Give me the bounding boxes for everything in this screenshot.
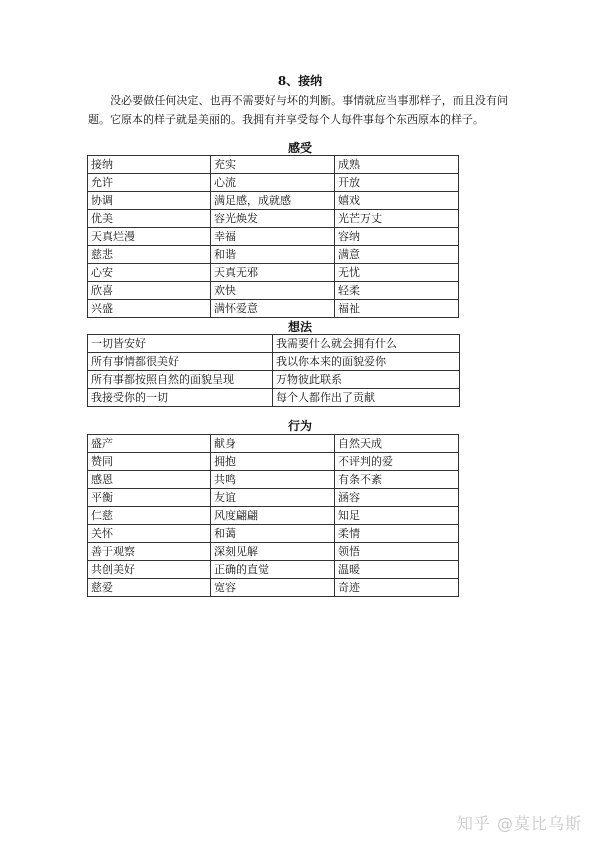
table-row — [88, 300, 459, 318]
table-row — [88, 507, 459, 525]
table-cell: 宽容 — [211, 579, 335, 597]
table-cell: 协调 — [88, 192, 211, 210]
table-row — [88, 353, 460, 371]
table-row — [88, 543, 459, 561]
table-cell: 容纳 — [335, 228, 459, 246]
table-cell: 盛产 — [88, 435, 211, 453]
table-row — [88, 192, 459, 210]
watermark: 知乎 @莫比乌斯 — [456, 814, 582, 833]
table-row — [88, 371, 460, 389]
table-title-thoughts: 想法 — [287, 320, 312, 334]
table-cell: 有条不紊 — [335, 471, 459, 489]
table-row — [88, 453, 459, 471]
table-cell: 满怀爱意 — [211, 300, 335, 318]
table-cell: 和谐 — [211, 246, 335, 264]
table-cell: 满意 — [335, 246, 459, 264]
table-cell: 福祉 — [335, 300, 459, 318]
table-cell: 开放 — [335, 174, 459, 192]
table-cell: 慈爱 — [88, 579, 211, 597]
table-cell: 兴盛 — [88, 300, 211, 318]
table-cell: 欣喜 — [88, 282, 211, 300]
table-cell: 奇迹 — [335, 579, 459, 597]
table-cell: 轻柔 — [335, 282, 459, 300]
table-title-feelings: 感受 — [287, 141, 312, 155]
table-cell: 善于观察 — [88, 543, 211, 561]
section-paragraph: 没必要做任何决定、也再不需要好与坏的判断。事情就应当事那样子，而且没有问题。它原本的样子就是美丽的。我拥有并享受每个人每件事每个东西原本的样子。 — [88, 94, 508, 126]
table-cell: 心安 — [88, 264, 211, 282]
table-cell: 光芒万丈 — [335, 210, 459, 228]
table-cell: 关怀 — [88, 525, 211, 543]
table-row — [88, 435, 459, 453]
table-title-behaviors: 行为 — [287, 419, 312, 433]
table-cell: 领悟 — [335, 543, 459, 561]
table-cell: 充实 — [211, 156, 335, 174]
table-cell: 友谊 — [211, 489, 335, 507]
table-cell: 万物彼此联系 — [273, 371, 460, 389]
table-cell: 拥抱 — [211, 453, 335, 471]
table-cell: 不评判的爱 — [335, 453, 459, 471]
table-cell: 成熟 — [335, 156, 459, 174]
table-cell: 赞同 — [88, 453, 211, 471]
table-cell: 嬉戏 — [335, 192, 459, 210]
table-row — [88, 489, 459, 507]
thoughts-table — [87, 334, 460, 407]
table-cell: 心流 — [211, 174, 335, 192]
table-cell: 无忧 — [335, 264, 459, 282]
table-cell: 共鸣 — [211, 471, 335, 489]
table-cell: 我以你本来的面貌爱你 — [273, 353, 460, 371]
table-cell: 献身 — [211, 435, 335, 453]
table-row — [88, 228, 459, 246]
table-cell: 深刻见解 — [211, 543, 335, 561]
table-cell: 一切皆安好 — [88, 335, 273, 353]
table-row — [88, 282, 459, 300]
table-cell: 天真无邪 — [211, 264, 335, 282]
table-cell: 涵容 — [335, 489, 459, 507]
table-cell: 欢快 — [211, 282, 335, 300]
behaviors-table — [87, 434, 459, 597]
table-cell: 所有事都按照自然的面貌呈现 — [88, 371, 273, 389]
table-cell: 柔情 — [335, 525, 459, 543]
table-cell: 容光焕发 — [211, 210, 335, 228]
table-cell: 接纳 — [88, 156, 211, 174]
table-cell: 温暖 — [335, 561, 459, 579]
table-cell: 正确的直觉 — [211, 561, 335, 579]
table-cell: 我需要什么就会拥有什么 — [273, 335, 460, 353]
table-row — [88, 156, 459, 174]
table-row — [88, 389, 460, 407]
table-row — [88, 210, 459, 228]
table-row — [88, 174, 459, 192]
table-cell: 优美 — [88, 210, 211, 228]
table-cell: 幸福 — [211, 228, 335, 246]
table-cell: 共创美好 — [88, 561, 211, 579]
table-row — [88, 246, 459, 264]
section-title: 8、接纳 — [277, 74, 323, 88]
table-cell: 平衡 — [88, 489, 211, 507]
table-cell: 知足 — [335, 507, 459, 525]
table-cell: 满足感，成就感 — [211, 192, 335, 210]
table-row — [88, 561, 459, 579]
table-row — [88, 579, 459, 597]
table-cell: 所有事情都很美好 — [88, 353, 273, 371]
table-row — [88, 525, 459, 543]
feelings-table — [87, 155, 459, 318]
table-row — [88, 471, 459, 489]
table-cell: 我接受你的一切 — [88, 389, 273, 407]
table-cell: 天真烂漫 — [88, 228, 211, 246]
table-cell: 风度翩翩 — [211, 507, 335, 525]
table-cell: 感恩 — [88, 471, 211, 489]
table-cell: 每个人都作出了贡献 — [273, 389, 460, 407]
table-row — [88, 264, 459, 282]
table-cell: 允许 — [88, 174, 211, 192]
table-cell: 慈悲 — [88, 246, 211, 264]
table-cell: 仁慈 — [88, 507, 211, 525]
table-row — [88, 335, 460, 353]
table-cell: 自然天成 — [335, 435, 459, 453]
table-cell: 和蔼 — [211, 525, 335, 543]
